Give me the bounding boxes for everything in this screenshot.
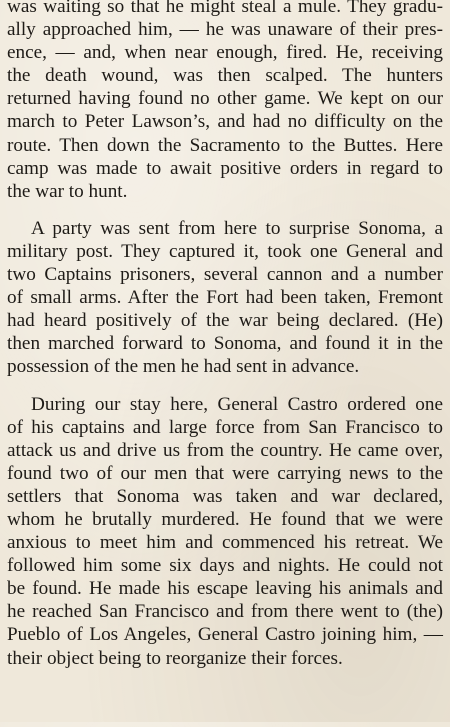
text-line: of his captains and large force from San Francisco to	[7, 416, 443, 438]
text-line: had heard positively of the war being declared. (He)	[7, 310, 443, 332]
text-line: the death wound, was then scalped. The hunters	[7, 65, 443, 87]
paragraph-2	[7, 217, 443, 379]
text-line: he reached San Francisco and from there went to (the)	[7, 601, 443, 623]
text-line: route. Then down the Sacramento to the Buttes. Here	[7, 134, 443, 156]
text-line: their object being to reorganize their forces.	[7, 647, 343, 669]
text-line: military post. They captured it, took one General and	[7, 240, 443, 262]
text-line: whom he brutally murdered. He found that we were	[7, 508, 443, 530]
text-line: followed him some six days and nights. He could not	[7, 555, 443, 577]
text-line: possession of the men he had sent in advance.	[7, 356, 360, 378]
text-line: found two of our men that were carrying news to the	[7, 462, 443, 484]
text-line: be found. He made his escape leaving his animals and	[7, 578, 443, 600]
text-line: During our stay here, General Castro ordered one	[31, 393, 443, 415]
text-line: then marched forward to Sonoma, and found it in the	[7, 333, 443, 355]
text-line: settlers that Sonoma was taken and war declared,	[7, 485, 443, 507]
text-line: was waiting so that he might steal a mule. They gradu-	[7, 0, 443, 17]
text-line: ally approached him, — he was unaware of their pres-	[7, 19, 443, 41]
text-line: Pueblo of Los Angeles, General Castro joining him, —	[7, 624, 443, 646]
paragraph-1	[7, 0, 443, 203]
text-line: A party was sent from here to surprise Sonoma, a	[31, 217, 443, 239]
paragraph-3	[7, 393, 443, 670]
text-line: ence, — and, when near enough, fired. He, receiving	[7, 42, 443, 64]
text-line: anxious to meet him and commenced his retreat. We	[7, 532, 443, 554]
text-line: attack us and drive us from the country. He came over,	[7, 439, 443, 461]
text-line: march to Peter Lawson’s, and had no difficulty on the	[7, 111, 443, 133]
text-line: returned having found no other game. We kept on our	[7, 88, 443, 110]
text-line: two Captains prisoners, several cannon and a number	[7, 264, 443, 286]
text-line: camp was made to await positive orders in regard to	[7, 157, 443, 179]
text-line: the war to hunt.	[7, 180, 128, 202]
text-line: of small arms. After the Fort had been taken, Fremont	[7, 287, 443, 309]
